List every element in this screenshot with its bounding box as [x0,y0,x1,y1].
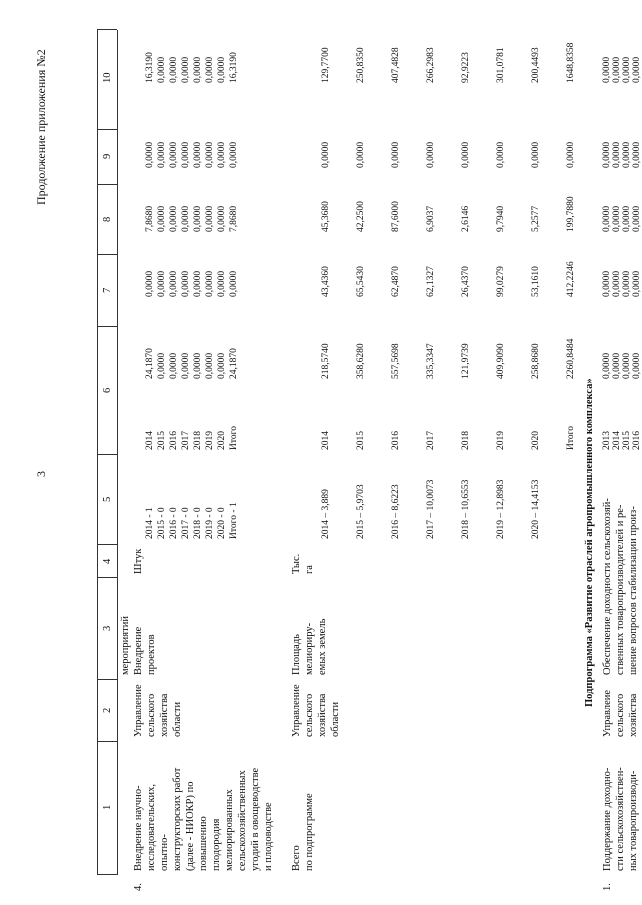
total-value: 53,1610 [531,266,541,297]
years-cell: 2014 2015 2016 2017 2018 2019 2020 Итого [145,425,239,450]
total-value: 121,9739 [461,343,471,379]
total-value: 43,4360 [321,266,331,297]
total-value: 407,4828 [391,47,401,83]
header-row-border [117,30,118,875]
executor-cell: Управление сельского хозяйства области [133,684,183,737]
total-target-value: 2018 – 10,6553 [461,479,471,539]
executor-cell: Управление сельского хозяйства области [291,684,341,737]
total-value: 218,5740 [321,343,331,379]
total-value: 129,7700 [321,47,331,83]
event-cell: Поддержание доходно- сти сельскохозяйствен- ных товаропроизводи- [602,767,639,871]
col-number: 4 [102,558,113,564]
table-top-border [97,30,98,875]
total-value: 0,0000 [391,141,401,168]
total-value: 258,8680 [531,343,541,379]
total-value: 358,6280 [356,343,366,379]
total-value: 2,6146 [461,205,471,232]
total-target-value: 2019 – 12,8983 [496,479,506,539]
funding-cell: 0,0000 0,0000 0,0000 0,0000 0,0000 0,0000 0,0000 0,0000 [145,270,239,297]
funding-cell: 0,0000 0,0000 0,0000 0,0000 [602,141,642,168]
total-value: 87,6000 [391,201,401,232]
total-value: 199,7880 [566,196,576,232]
indicator-cell: Внедрение проектов [133,626,157,675]
col-number: 1 [102,804,113,810]
total-value: 266,2983 [426,47,436,83]
total-value: 99,0279 [496,266,506,297]
total-value: 0,0000 [566,141,576,168]
funding-total-cell: 24,1870 0,0000 0,0000 0,0000 0,0000 0,0000 0,0000 24,1870 [145,348,239,379]
total-value: 0,0000 [531,141,541,168]
total-year: 2015 [356,431,366,450]
total-value: 2260,8484 [566,338,576,379]
total-label: Всего по подпрограмме [291,793,315,871]
col-divider [97,129,117,130]
total-year: 2017 [426,431,436,450]
total-year: 2019 [496,431,506,450]
total-value: 335,3347 [426,343,436,379]
subprogram-title: Подпрограмма «Развитие отраслей агропромышленного комплекса» [584,378,595,707]
total-year: 2020 [531,431,541,450]
col-number: 8 [102,216,113,222]
total-value: 250,8350 [356,47,366,83]
col-divider [97,184,117,185]
indicator-cell: Площадь мелиориру- емых земель [291,618,328,675]
col-divider [97,741,117,742]
total-value: 6,9037 [426,205,436,232]
total-target-value: 2015 – 5,9703 [356,484,366,539]
funding-cell: 7,8680 0,0000 0,0000 0,0000 0,0000 0,0000 0,0000 7,8680 [145,205,239,232]
col-divider [97,577,117,578]
total-value: 92,9223 [461,52,471,83]
total-target-value: 2017 – 10,0073 [426,479,436,539]
col-divider [97,874,117,875]
funding-cell: 0,0000 0,0000 0,0000 0,0000 0,0000 0,0000 0,0000 0,0000 [145,141,239,168]
total-value: 0,0000 [321,141,331,168]
total-year: 2014 [321,431,331,450]
col-number: 2 [102,707,113,713]
page-number: 3 [34,471,48,477]
col-divider [97,544,117,545]
total-value: 65,5430 [356,266,366,297]
total-value: 0,0000 [356,141,366,168]
total-target-value: 2020 – 14,4153 [531,479,541,539]
col-number: 5 [102,496,113,502]
total-value: 9,7940 [496,205,506,232]
total-value: 412,2246 [566,261,576,297]
total-value: 5,2577 [531,205,541,232]
col-divider [97,679,117,680]
funding-cell: 0,0000 0,0000 0,0000 0,0000 [602,352,642,379]
total-value: 1648,8358 [566,42,576,83]
total-value: 62,1327 [426,266,436,297]
executor-cell: Управлеие сельского хозяйства [602,689,639,737]
total-target-value: 2016 – 8,6223 [391,484,401,539]
total-value: 409,9090 [496,343,506,379]
col-divider [97,254,117,255]
target-values-cell: 2014 - 1 2015 - 0 2016 - 0 2017 - 0 2018 - 0 2019 - 0 2020 - 0 Итого - 1 [145,502,239,539]
unit-cell: Тыс. га [291,553,315,574]
col-number: 10 [102,72,113,83]
total-value: 42,2500 [356,201,366,232]
total-value: 301,0781 [496,47,506,83]
total-value: 26,4370 [461,266,471,297]
total-year: Итого [566,425,576,450]
total-value: 557,5698 [391,343,401,379]
funding-cell: 0,0000 0,0000 0,0000 0,0000 [602,56,642,83]
col-number: 9 [102,153,113,159]
total-value: 62,4870 [391,266,401,297]
total-value: 0,0000 [461,141,471,168]
indicator-cell-continuation: мероприятий [120,616,131,675]
total-target-value: 2014 – 3,889 [321,489,331,539]
col-number: 7 [102,287,113,293]
total-value: 0,0000 [426,141,436,168]
total-year: 2016 [391,431,401,450]
event-cell: Внедрение научно- исследовательских, опытно- конструкторских работ (далее - НИОКР) по повышению плодородия мелиорированных сельскохозяйственных угодий в овощеводстве и плодоводстве [133,767,274,871]
unit-cell: Штук [133,548,144,574]
col-number: 3 [102,625,113,631]
row-number: 4. [133,883,144,891]
funding-cell: 16,3190 0,0000 0,0000 0,0000 0,0000 0,0000 0,0000 16,3190 [145,52,239,83]
appendix-continuation-note: Продолжение приложения №2 [34,49,48,205]
col-divider [97,454,117,455]
row-number: 1. [602,883,613,891]
total-year: 2018 [461,431,471,450]
col-number: 6 [102,387,113,393]
col-divider [97,326,117,327]
years-cell: 2013 2014 2015 2016 [602,431,642,450]
total-value: 0,0000 [496,141,506,168]
funding-cell: 0,0000 0,0000 0,0000 0,0000 [602,205,642,232]
funding-cell: 0,0000 0,0000 0,0000 0,0000 [602,270,642,297]
indicator-cell: Обеспечение доходности сельскохозяй- ственных товаропроизводителей и ре- шение вопросов стабилизации произ- [602,498,639,675]
col-divider [97,29,117,30]
total-value: 45,3680 [321,201,331,232]
total-value: 200,4493 [531,47,541,83]
